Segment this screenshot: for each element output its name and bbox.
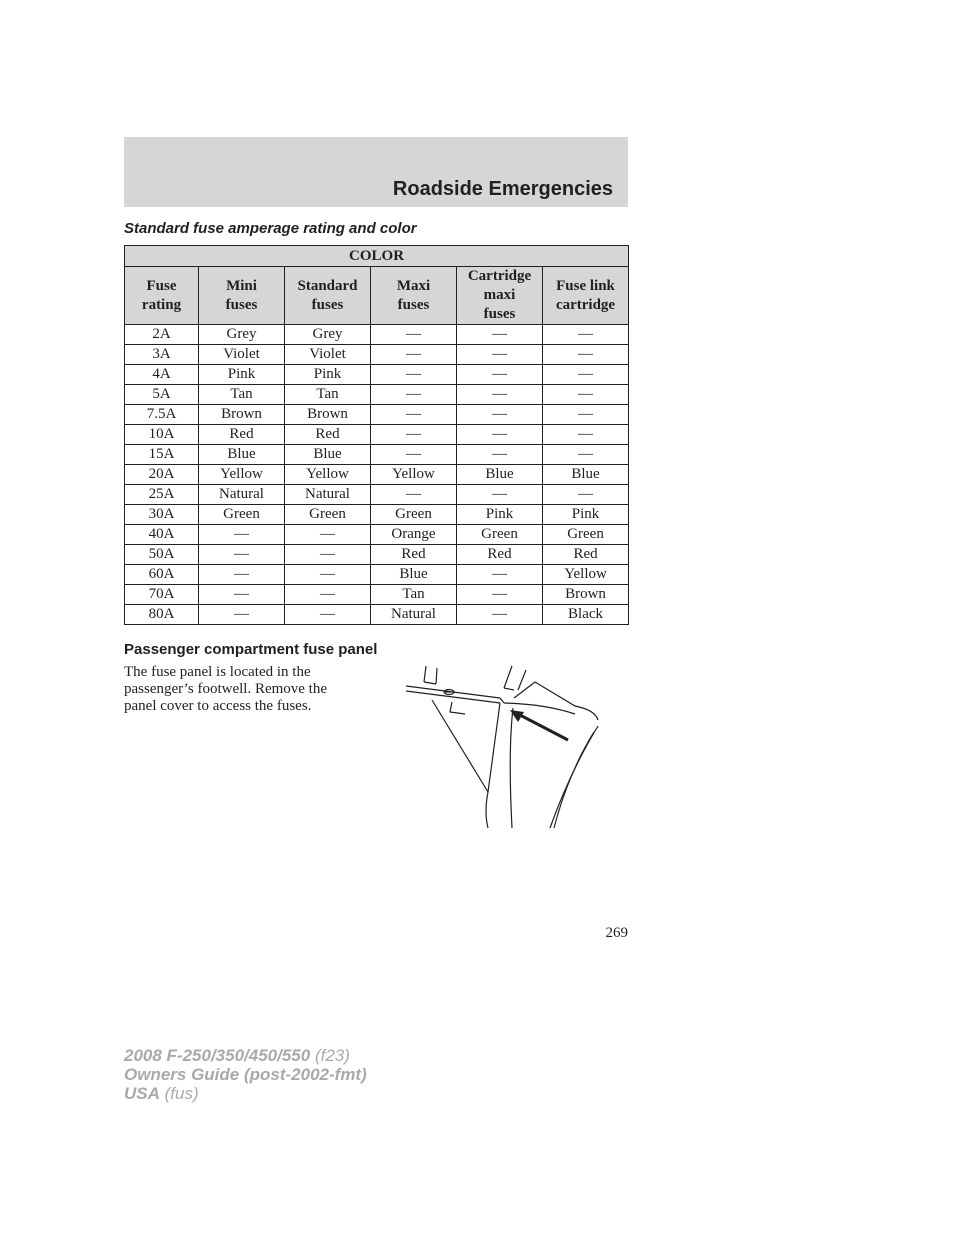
footer-market-code: (fus) xyxy=(159,1084,199,1103)
footer-market: USA xyxy=(124,1084,160,1103)
fuse-color-cell: Brown xyxy=(285,405,371,425)
passenger-section-body xyxy=(124,664,374,715)
fuse-color-cell: Natural xyxy=(285,485,371,505)
fuse-rating-cell: 50A xyxy=(125,545,199,565)
fuse-color-cell: — xyxy=(457,405,543,425)
fuse-color-cell: — xyxy=(285,525,371,545)
fuse-color-cell: Red xyxy=(543,545,629,565)
column-header-line: cartridge xyxy=(555,296,616,313)
fuse-color-cell: Violet xyxy=(285,345,371,365)
fuse-color-cell: Brown xyxy=(543,585,629,605)
table-row xyxy=(125,465,629,485)
fuse-color-cell: Orange xyxy=(371,525,457,545)
color-group-header: COLOR xyxy=(125,246,629,267)
fuse-color-cell: — xyxy=(543,325,629,345)
passenger-section-heading: Passenger compartment fuse panel xyxy=(124,641,378,658)
fuse-color-cell: — xyxy=(543,385,629,405)
fuse-color-cell: Blue xyxy=(543,465,629,485)
column-header-line: fuses xyxy=(311,296,344,313)
table-row xyxy=(125,565,629,585)
column-header-line: rating xyxy=(141,296,182,313)
fuse-color-cell: Violet xyxy=(199,345,285,365)
fuse-rating-cell: 10A xyxy=(125,425,199,445)
fuse-color-cell: — xyxy=(371,345,457,365)
column-header xyxy=(199,267,285,325)
fuse-color-cell: — xyxy=(371,485,457,505)
fuse-color-cell: — xyxy=(457,325,543,345)
page-title: Roadside Emergencies xyxy=(392,178,613,200)
fuse-color-cell: — xyxy=(457,345,543,365)
fuse-color-cell: — xyxy=(543,365,629,385)
fuse-color-cell: Pink xyxy=(199,365,285,385)
column-header xyxy=(371,267,457,325)
fuse-color-cell: Red xyxy=(457,545,543,565)
fuse-color-cell: — xyxy=(371,425,457,445)
fuse-color-cell: Red xyxy=(199,425,285,445)
table-row xyxy=(125,365,629,385)
table-heading: Standard fuse amperage rating and color xyxy=(124,220,417,237)
fuse-rating-cell: 60A xyxy=(125,565,199,585)
footer-line-3 xyxy=(124,1084,367,1103)
fuse-color-cell: — xyxy=(285,545,371,565)
fuse-color-cell: — xyxy=(199,605,285,625)
fuse-color-cell: Black xyxy=(543,605,629,625)
fuse-color-cell: — xyxy=(457,585,543,605)
table-row xyxy=(125,405,629,425)
fuse-rating-cell: 20A xyxy=(125,465,199,485)
fuse-color-cell: — xyxy=(457,385,543,405)
fuse-rating-cell: 3A xyxy=(125,345,199,365)
column-header-line: Standard xyxy=(297,277,358,294)
column-header xyxy=(543,267,629,325)
fuse-color-cell: Grey xyxy=(285,325,371,345)
fuse-color-cell: — xyxy=(543,425,629,445)
fuse-color-cell: Grey xyxy=(199,325,285,345)
table-row xyxy=(125,325,629,345)
table-row xyxy=(125,345,629,365)
fuse-color-cell: Tan xyxy=(199,385,285,405)
body-line: The fuse panel is located in the xyxy=(124,664,311,680)
fuse-color-cell: — xyxy=(543,445,629,465)
footer-model: 2008 F-250/350/450/550 xyxy=(124,1046,311,1065)
column-header-line: Mini xyxy=(226,277,257,294)
fuse-color-table xyxy=(124,245,629,625)
fuse-color-cell: — xyxy=(285,605,371,625)
document-footer xyxy=(124,1046,367,1103)
fuse-rating-cell: 7.5A xyxy=(125,405,199,425)
fuse-color-cell: — xyxy=(457,445,543,465)
table-row xyxy=(125,425,629,445)
fuse-rating-cell: 40A xyxy=(125,525,199,545)
fuse-color-cell: Blue xyxy=(199,445,285,465)
fuse-rating-cell: 2A xyxy=(125,325,199,345)
fuse-color-cell: Yellow xyxy=(199,465,285,485)
fuse-color-cell: Natural xyxy=(199,485,285,505)
page-number: 269 xyxy=(605,925,628,941)
fuse-color-cell: Pink xyxy=(543,505,629,525)
fuse-color-cell: — xyxy=(371,385,457,405)
fuse-rating-cell: 70A xyxy=(125,585,199,605)
column-header-line: fuses xyxy=(397,296,430,313)
table-row xyxy=(125,545,629,565)
fuse-color-cell: — xyxy=(457,565,543,585)
fuse-color-cell: Tan xyxy=(371,585,457,605)
column-header-line: maxi xyxy=(483,287,516,303)
table-row xyxy=(125,445,629,465)
footer-line-1 xyxy=(124,1046,367,1065)
column-header xyxy=(125,267,199,325)
fuse-color-cell: Blue xyxy=(285,445,371,465)
fuse-color-cell: Tan xyxy=(285,385,371,405)
fuse-color-cell: — xyxy=(371,325,457,345)
table-row xyxy=(125,605,629,625)
fuse-color-cell: Green xyxy=(285,505,371,525)
fuse-rating-cell: 25A xyxy=(125,485,199,505)
fuse-color-cell: Green xyxy=(371,505,457,525)
body-line: panel cover to access the fuses. xyxy=(124,698,312,714)
fuse-rating-cell: 30A xyxy=(125,505,199,525)
fuse-color-cell: Pink xyxy=(457,505,543,525)
fuse-color-cell: Yellow xyxy=(285,465,371,485)
fuse-color-cell: Green xyxy=(457,525,543,545)
fuse-color-cell: — xyxy=(371,405,457,425)
table-row xyxy=(125,505,629,525)
fuse-rating-cell: 80A xyxy=(125,605,199,625)
column-header-line: fuses xyxy=(483,306,516,322)
fuse-rating-cell: 5A xyxy=(125,385,199,405)
fuse-color-cell: Yellow xyxy=(371,465,457,485)
fuse-color-cell: — xyxy=(457,485,543,505)
column-header xyxy=(285,267,371,325)
fuse-color-cell: — xyxy=(457,605,543,625)
fuse-color-cell: Natural xyxy=(371,605,457,625)
fuse-color-cell: Blue xyxy=(371,565,457,585)
fuse-color-cell: — xyxy=(199,565,285,585)
body-line: passenger’s footwell. Remove the xyxy=(124,681,328,697)
fuse-color-cell: Green xyxy=(199,505,285,525)
fuse-color-cell: — xyxy=(285,565,371,585)
column-header-line: Fuse link xyxy=(556,277,615,294)
fuse-color-cell: — xyxy=(285,585,371,605)
fuse-color-cell: Pink xyxy=(285,365,371,385)
fuse-color-cell: — xyxy=(543,405,629,425)
fuse-color-cell: — xyxy=(199,585,285,605)
fuse-color-cell: — xyxy=(199,545,285,565)
fuse-color-cell: — xyxy=(543,345,629,365)
fuse-color-cell: — xyxy=(543,485,629,505)
table-row xyxy=(125,485,629,505)
footer-guide: Owners Guide (post-2002-fmt) xyxy=(124,1065,367,1084)
table-row xyxy=(125,525,629,545)
fuse-color-cell: — xyxy=(457,365,543,385)
column-header-line: Cartridge xyxy=(467,268,532,284)
column-header-line: Maxi xyxy=(396,277,431,294)
fuse-color-cell: Brown xyxy=(199,405,285,425)
fuse-color-cell: — xyxy=(371,445,457,465)
table-row xyxy=(125,585,629,605)
footer-model-code: (f23) xyxy=(310,1046,350,1065)
fuse-color-cell: Green xyxy=(543,525,629,545)
fuse-panel-location-illustration xyxy=(400,662,605,830)
fuse-color-cell: Blue xyxy=(457,465,543,485)
column-header xyxy=(457,267,543,325)
fuse-color-cell: — xyxy=(371,365,457,385)
column-header-line: fuses xyxy=(225,296,258,313)
fuse-color-cell: Red xyxy=(371,545,457,565)
footer-line-2 xyxy=(124,1065,367,1084)
fuse-color-cell: — xyxy=(457,425,543,445)
fuse-color-cell: — xyxy=(199,525,285,545)
fuse-rating-cell: 4A xyxy=(125,365,199,385)
header-band xyxy=(124,137,628,207)
column-header-line: Fuse xyxy=(146,277,177,294)
fuse-rating-cell: 15A xyxy=(125,445,199,465)
fuse-color-cell: Yellow xyxy=(543,565,629,585)
table-row xyxy=(125,385,629,405)
fuse-color-cell: Red xyxy=(285,425,371,445)
